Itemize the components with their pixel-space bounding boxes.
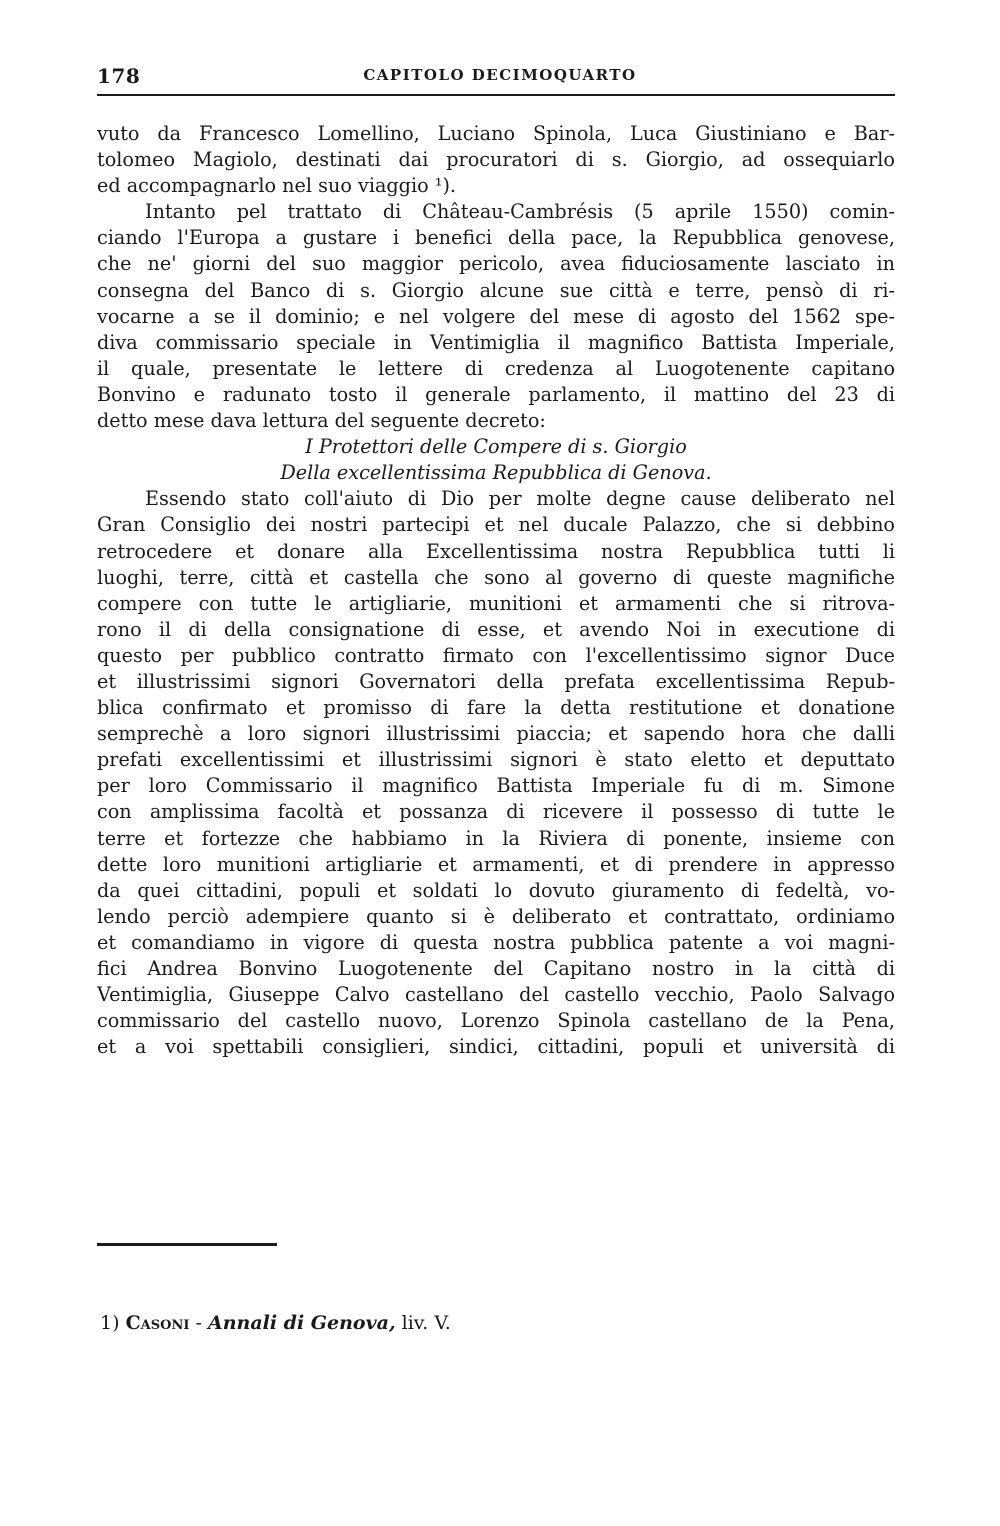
footnote-rule (97, 1243, 277, 1246)
footnote-author: Casoni (125, 1312, 190, 1334)
running-head: CAPITOLO DECIMOQUARTO (363, 66, 637, 84)
text-line: ciando l'Europa a gustare i benefici della pace, la Repubblica genovese, (97, 226, 895, 250)
text-line: con amplissima facoltà et possanza di ricevere il possesso di tutte le (97, 800, 895, 824)
text-line: et a voi spettabili consiglieri, sindici, cittadini, populi et università di (97, 1035, 895, 1059)
page-number: 178 (97, 64, 141, 88)
text-line: terre et fortezze che habbiamo in la Riviera di ponente, insieme con (97, 826, 895, 850)
text-line: commissario del castello nuovo, Lorenzo Spinola castellano de la Pena, (97, 1009, 895, 1033)
footnote-work-title: Annali di Genova, (207, 1312, 396, 1334)
footnote-reference: liv. V. (395, 1312, 451, 1334)
text-line: diva commissario speciale in Ventimiglia il magnifico Battista Imperiale, (97, 330, 895, 354)
text-line: retrocedere et donare alla Excellentissima nostra Repubblica tutti li (97, 539, 895, 563)
text-line: rono il di della consignatione di esse, et avendo Noi in executione di (97, 617, 895, 641)
text-line: et illustrissimi signori Governatori della prefata excellentissima Repub- (97, 669, 895, 693)
text-line: dette loro munitioni artigliarie et armamenti, et di prendere in appresso (97, 852, 895, 876)
text-line: vuto da Francesco Lomellino, Luciano Spinola, Luca Giustiniano e Bar- (97, 122, 895, 145)
footnote (100, 1312, 451, 1334)
text-line: questo per pubblico contratto firmato con l'excellentissimo signor Duce (97, 643, 895, 667)
text-line: da quei cittadini, populi et soldati lo dovuto giuramento di fedeltà, vo- (97, 878, 895, 902)
header-rule (97, 94, 895, 96)
text-line: detto mese dava lettura del seguente decreto: (97, 409, 546, 433)
text-line: lendo perciò adempiere quanto si è deliberato et contrattato, ordiniamo (97, 904, 895, 928)
text-line: semprechè a loro signori illustrissimi piaccia; et sapendo hora che dalli (97, 722, 895, 746)
text-line: tolomeo Magiolo, destinati dai procuratori di s. Giorgio, ad ossequiarlo (97, 148, 895, 172)
text-line: vocarne a se il dominio; e nel volgere del mese di agosto del 1562 spe- (97, 304, 895, 328)
text-line: Ventimiglia, Giuseppe Calvo castellano del castello vecchio, Paolo Salvago (97, 983, 895, 1007)
decree-heading-line: Della excellentissima Repubblica di Genova. (280, 461, 712, 485)
text-line: blica confirmato et promisso di fare la detta restitutione et donatione (97, 696, 895, 720)
text-line: consegna del Banco di s. Giorgio alcune sue città e terre, pensò di ri- (97, 278, 895, 302)
text-line: Bonvino e radunato tosto il generale parlamento, il mattino del 23 di (97, 382, 895, 406)
decree-heading-line: I Protettori delle Compere di s. Giorgio (305, 435, 687, 459)
text-line: Intanto pel trattato di Château-Cambrésis (5 aprile 1550) comin- (145, 200, 895, 224)
text-line: Essendo stato coll'aiuto di Dio per molte degne cause deliberato nel (145, 487, 895, 511)
text-line: il quale, presentate le lettere di credenza al Luogotenente capitano (97, 356, 895, 380)
text-line: ed accompagnarlo nel suo viaggio ¹). (97, 174, 457, 198)
footnote-separator: - (189, 1312, 208, 1334)
text-line: Gran Consiglio dei nostri partecipi et nel ducale Palazzo, che si debbino (97, 513, 895, 537)
text-line: compere con tutte le artigliarie, munitioni et armamenti che si ritrova- (97, 591, 895, 615)
footnote-marker: 1) (100, 1312, 120, 1334)
text-line: che ne' giorni del suo maggior pericolo, avea fiduciosamente lasciato in (97, 252, 895, 276)
body-text (97, 121, 895, 1060)
text-line: et comandiamo in vigore di questa nostra pubblica patente a voi magni- (97, 930, 895, 954)
text-line: fici Andrea Bonvino Luogotenente del Capitano nostro in la città di (97, 957, 895, 980)
text-line: per loro Commissario il magnifico Battista Imperiale fu di m. Simone (97, 774, 895, 798)
text-line: luoghi, terre, città et castella che sono al governo di queste magnifiche (97, 565, 895, 589)
text-line: prefati excellentissimi et illustrissimi signori è stato eletto et deputtato (97, 748, 895, 772)
